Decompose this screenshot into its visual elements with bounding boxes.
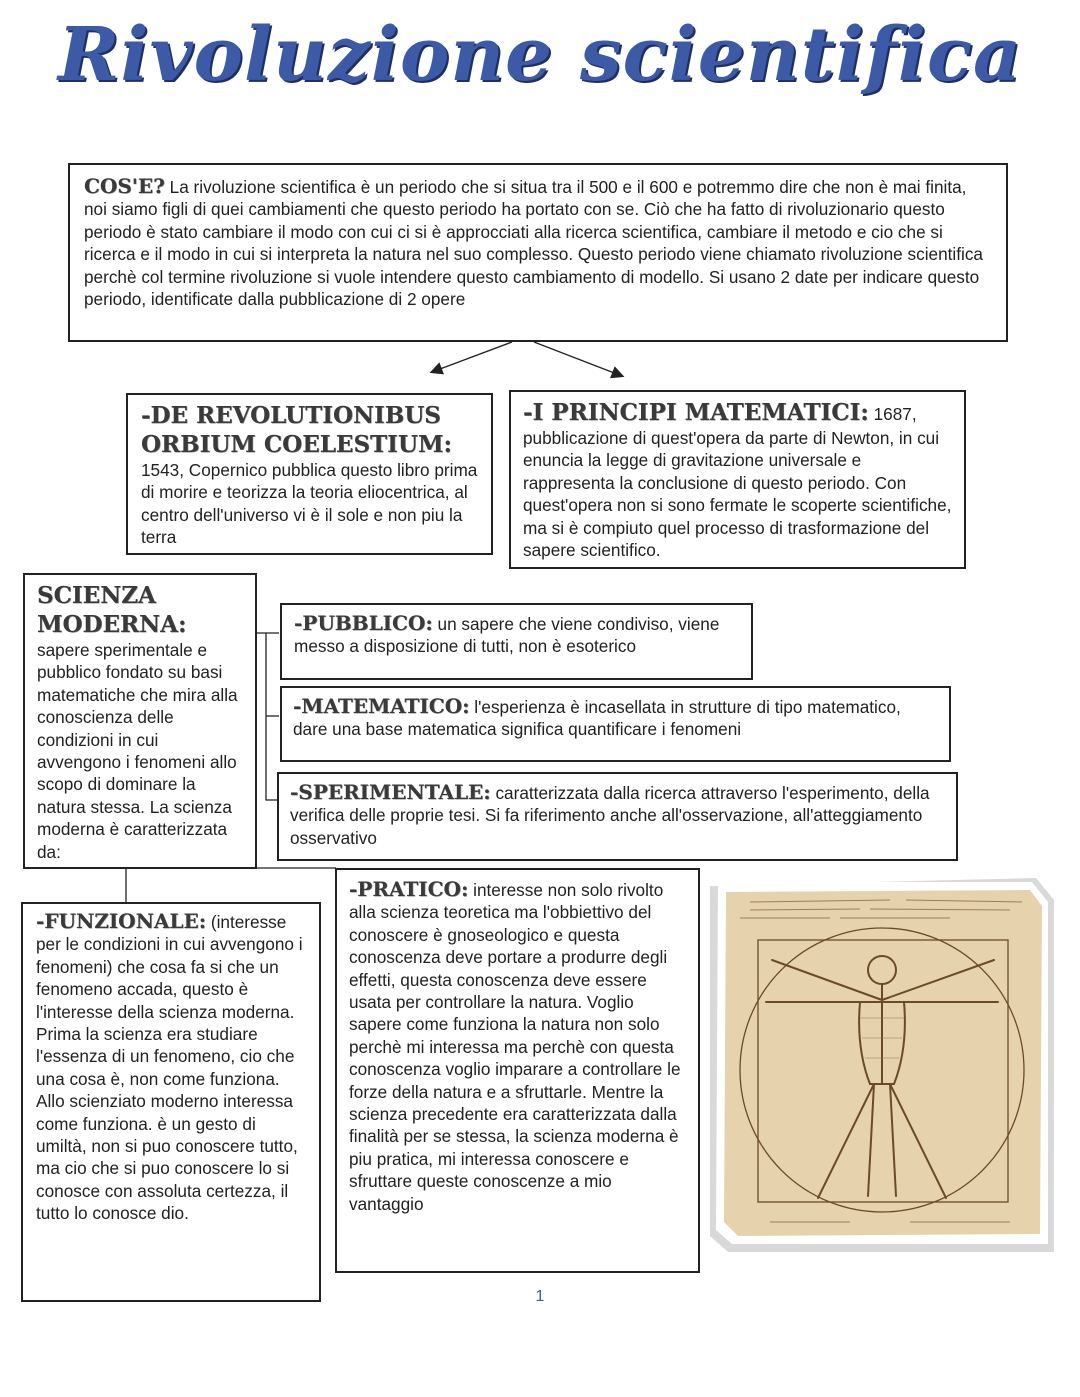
intro-text: La rivoluzione scientifica è un periodo che si situa tra il 500 e il 600 e potremmo dire che non è mai finita, noi siamo figli di quei cambiamenti che questo periodo ha portato con se. Ciò che ha fatto di rivoluzionario questo periodo è stato cambiare il modo con cui ci si è approcciati alla ricerca scientifica, cambiare il metodo e cio che si ricerca e il modo in cui si interpreta la natura nel suo complesso. Questo periodo viene chiamato rivoluzione scientifica perchè col termine rivoluzione si vuole intendere questo cambiamento di modello. Si usano 2 date per indicare questo periodo, identificate dalla pubblicazione di 2 opere [84,177,983,310]
pratico-box [335,868,700,1273]
work2-year: 1687, [873,404,917,424]
work1-box [126,393,493,555]
work2-heading: -I PRINCIPI MATEMATICI: [523,399,869,426]
matematico-heading: -MATEMATICO: [293,694,470,718]
sperimentale-box [277,772,958,861]
pubblico-heading: -PUBBLICO: [294,611,433,635]
page-number: 1 [535,1288,545,1305]
matematico-box [280,686,951,762]
arrow-right [534,342,622,376]
modern-text: sapere sperimentale e pubblico fondato su basi matematiche che mira alla conoscienza delle condizioni in cui avvengono i fenomeni allo scopo di dominare la natura stessa. La scienza moderna è caratterizzata da: [37,640,238,862]
modern-heading: SCIENZA MODERNA: [37,582,187,638]
sperimentale-text: caratterizzata dalla ricerca attraverso l'esperimento, della verifica delle proprie tesi. Si fa riferimento anche all'osservazione, all'atteggiamento osservativo [290,783,930,848]
funzionale-text: (interesse per le condizioni in cui avvengono i fenomeni) che cosa fa si che un fenomeno accada, questo è l'interesse della scienza moderna. Prima la scienza era studiare l'essenza di un fenomeno, cio che una cosa è, non come funziona. Allo scienziato moderno interessa come funziona. è un gesto di umiltà, non si puo conoscere tutto, ma cio che si puo conoscere lo si conosce con assoluta certezza, il tutto lo conosce dio. [36,912,303,1224]
vitruvian-man-image [710,878,1054,1252]
page-title: Rivoluzione scientifica [58,12,1022,98]
matematico-text: l'esperienza è incasellata in strutture di tipo matematico, dare una base matematica significa quantificare i fenomeni [293,697,901,740]
pratico-heading: -PRATICO: [349,877,469,901]
pubblico-text: un sapere che viene condiviso, viene messo a disposizione di tutti, non è esoterico [294,614,720,657]
work2-text: pubblicazione di quest'opera da parte di Newton, in cui enuncia la legge di gravitazione universale e rappresenta la conclusione di questo periodo. Con quest'opera non si sono fermate le scoperte scientifiche, ma si è compiuto quel processo di trasformazione del sapere scientifico. [523,428,952,561]
modern-box [23,573,257,869]
sperimentale-heading: -SPERIMENTALE: [290,780,491,804]
work1-heading: -DE REVOLUTIONIBUS ORBIUM COELESTIUM: [141,402,452,458]
funzionale-box [21,902,321,1302]
pubblico-box [280,603,753,680]
pratico-text: interesse non solo rivolto alla scienza teoretica ma l'obbiettivo del conoscere è gnoseologico e questa conoscenza deve portare a produrre degli effetti, questa conoscenza deve essere usata per controllare la natura. Voglio sapere come funziona la natura non solo perchè mi interessa ma perchè con questa conoscenza voglio imparare a controllare le forze della natura e a sfruttarle. Mentre la scienza precedente era caratterizzata dalla finalità per se stessa, la scienza moderna è piu pratica, mi interessa conoscere e sfruttare queste conoscenze a mio vantaggio [349,880,681,1214]
intro-heading: COS'E? [84,174,165,198]
work2-box [509,390,966,569]
funzionale-heading: -FUNZIONALE: [36,909,207,933]
work1-text: 1543, Copernico pubblica questo libro prima di morire e teorizza la teoria eliocentrica, al centro dell'universo vi è il sole e non piu la terra [141,460,478,548]
arrow-left [432,342,512,372]
intro-box [68,163,1008,342]
